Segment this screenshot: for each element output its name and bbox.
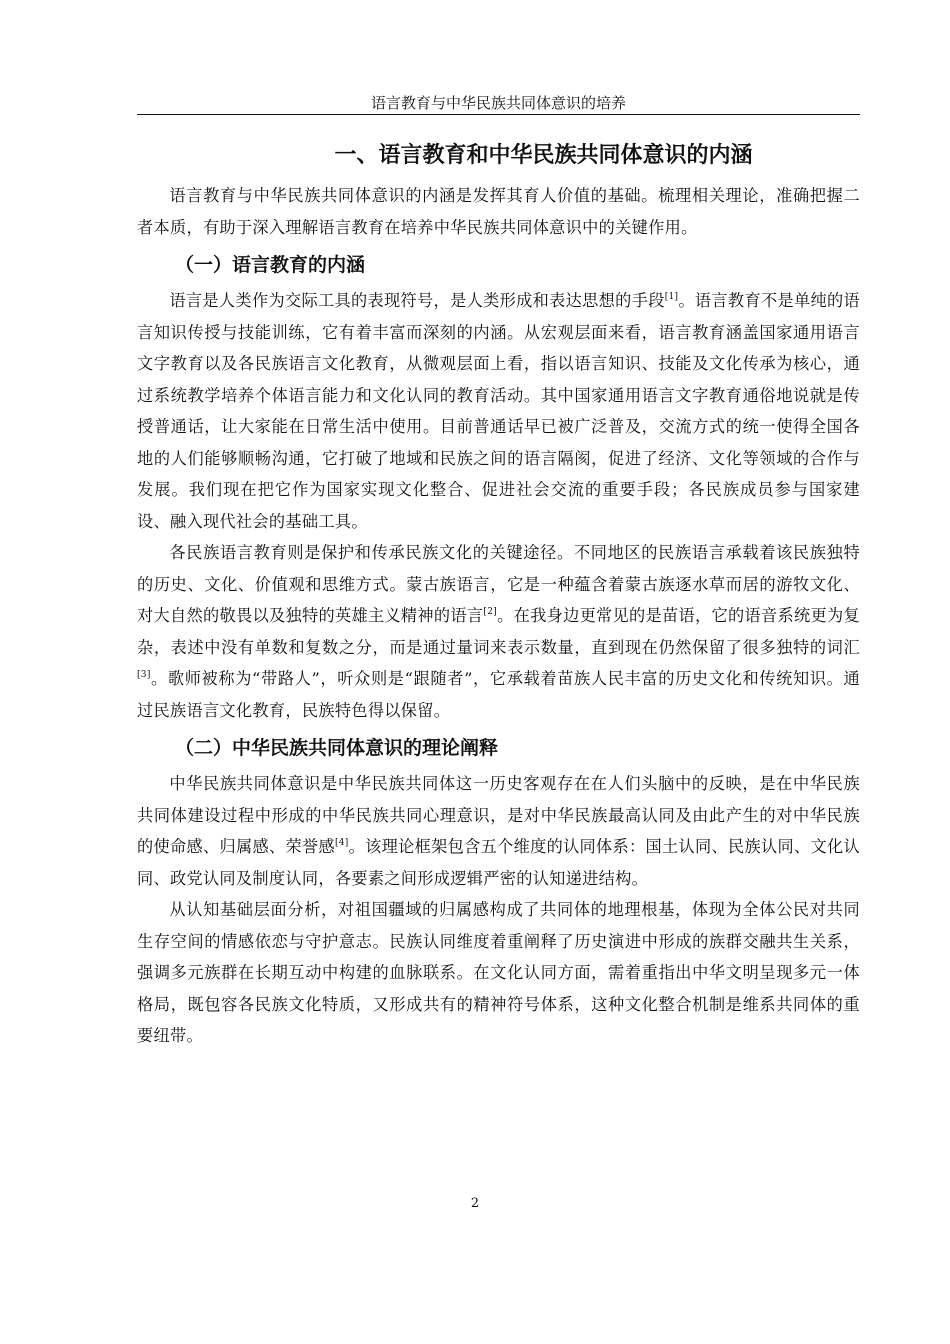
citation-4[interactable]: [4] [334,838,349,848]
paragraph-ethnic-languages [137,537,860,726]
section-title: 一、语言教育和中华民族共同体意识的内涵 [334,143,753,168]
paragraph-community-consciousness [137,768,860,894]
page-body [137,130,860,1052]
citation-1[interactable]: [1] [664,292,679,302]
paragraph-cognitive-basis: 从认知基础层面分析，对祖国疆域的归属感构成了共同体的地理根基，体现为全体公民对共同生存空间的情感依恋与守护意志。民族认同维度着重阐释了历史演进中形成的族群交融共生关系，强调多元族群在长期互动中构建的血脉联系。在文化认同方面，需着重指出中华文明呈现多元一体格局，既包容各民族文化特质，又形成共有的精神符号体系，这种文化整合机制是维系共同体的重要纽带。 [137,900,860,1045]
page-number: 2 [470,1196,480,1211]
intro-paragraph: 语言教育与中华民族共同体意识的内涵是发挥其育人价值的基础。梳理相关理论，准确把握二者本质，有助于深入理解语言教育在培养中华民族共同体意识中的关键作用。 [137,186,860,237]
paragraph-language-definition [137,285,860,537]
subsection-title-1: （一）语言教育的内涵 [175,254,366,276]
text-run: 各民族语言教育则是保护和传承民族文化的关键途径。不同地区的民族语言承载着该民族独特的历史、文化、价值观和思维方式。蒙古族语言，它是一种蕴含着蒙古族逐水草而居的游牧文化、对大自然的敬畏以及独特的英雄主义精神的语言 [137,543,860,625]
running-header: 语言教育与中华民族共同体意识的培养 [137,92,860,115]
text-run: 。语言教育不是单纯的语言知识传授与技能训练，它有着丰富而深刻的内涵。从宏观层面来看，语言教育涵盖国家通用语言文字教育以及各民族语言文化教育，从微观层面上看，指以语言知识、技能及文化传承为核心，通过系统教学培养个体语言能力和文化认同的教育活动。其中国家通用语言文字教育通俗地说就是传授普通话，让大家能在日常生活中使用。目前普通话早已被广泛普及，交流方式的统一使得全国各地的人们能够顺畅沟通，它打破了地域和民族之间的语言隔阂，促进了经济、文化等领域的合作与发展。我们现在把它作为国家实现文化整合、促进社会交流的重要手段；各民族成员参与国家建设、融入现代社会的基础工具。 [137,291,860,531]
text-run: 。该理论框架包含五个维度的认同体系：国土认同、民族认同、文化认同、政党认同及制度认同，各要素之间形成逻辑严密的认知递进结构。 [137,837,860,888]
text-run: 语言是人类作为交际工具的表现符号，是人类形成和表达思想的手段 [169,291,665,310]
text-run: 中华民族共同体意识是中华民族共同体这一历史客观存在在人们头脑中的反映，是在中华民族共同体建设过程中形成的中华民族共同心理意识，是对中华民族最高认同及由此产生的对中华民族的使命感、归属感、荣誉感 [137,774,860,856]
text-run: 。歌师被称为“带路人”，听众则是“跟随者”，它承载着苗族人民丰富的历史文化和传统知识。通过民族语言文化教育，民族特色得以保留。 [137,669,860,720]
text-run: 。在我身边更常见的是苗语，它的语音系统更为复杂，表述中没有单数和复数之分，而是通过量词来表示数量，直到现在仍然保留了很多独特的词汇 [137,606,860,657]
subsection-title-2: （二）中华民族共同体意识的理论阐释 [175,737,499,759]
citation-3[interactable]: [3] [137,670,151,680]
citation-2[interactable]: [2] [483,607,498,617]
